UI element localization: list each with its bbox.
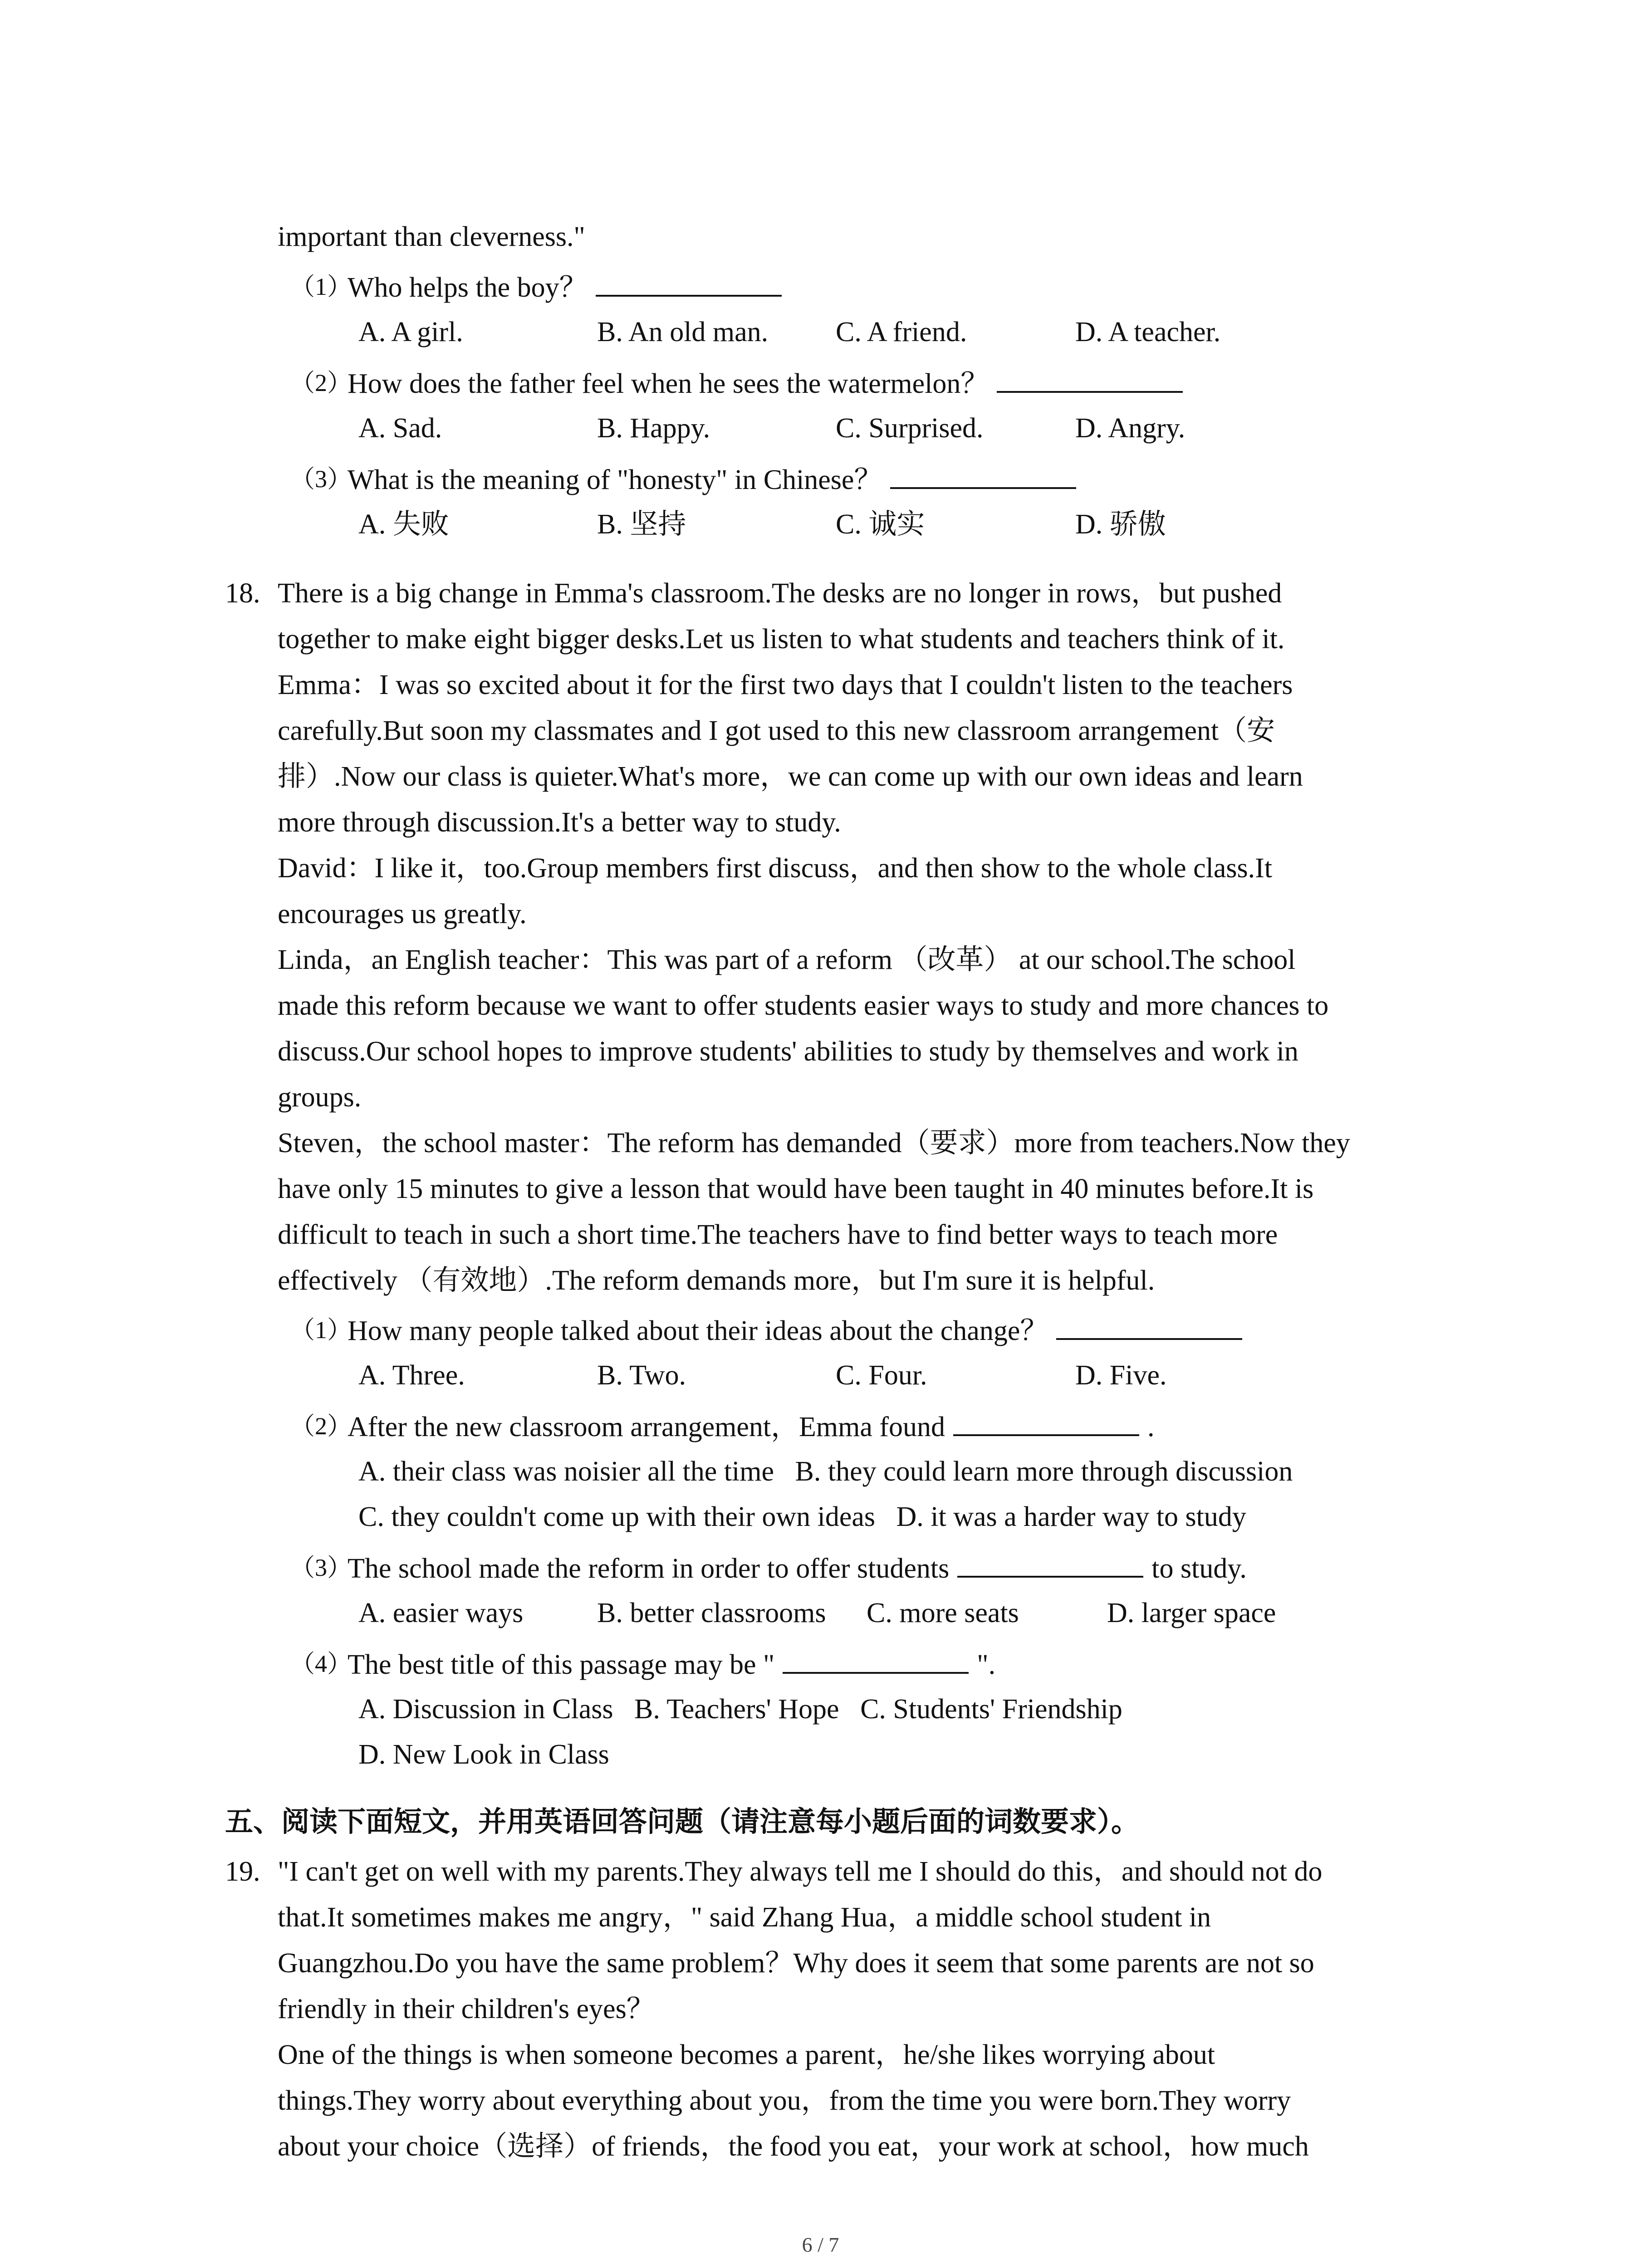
page-number: 6 / 7: [802, 2233, 839, 2256]
q18-sub3-number: （3）: [290, 1554, 352, 1581]
q19-passage-line: that.It sometimes makes me angry，" said Zhang Hua，a middle school student in: [278, 1902, 1211, 1933]
answer-blank[interactable]: [953, 1408, 1139, 1436]
q18-passage-line: made this reform because we want to offer students easier ways to study and more chances to: [278, 990, 1329, 1021]
answer-blank[interactable]: [1056, 1312, 1242, 1340]
q17-sub3-option-c[interactable]: C. 诚实: [836, 509, 925, 540]
q18-passage-line: have only 15 minutes to give a lesson that would have been taught in 40 minutes before.It is: [278, 1173, 1314, 1204]
q19-passage-line: about your choice（选择）of friends，the food you eat，your work at school，how much: [278, 2131, 1309, 2162]
q18-sub4-options-row2[interactable]: D. New Look in Class: [358, 1739, 609, 1770]
q18-passage-line: difficult to teach in such a short time.The teachers have to find better ways to teach more: [278, 1219, 1278, 1250]
q18-sub2-number: （2）: [290, 1413, 352, 1440]
q18-passage-line: Emma：I was so excited about it for the first two days that I couldn't listen to the teachers: [278, 670, 1293, 700]
q18-sub1-number: （1）: [290, 1316, 352, 1344]
q18-sub3-option-d[interactable]: D. larger space: [1107, 1598, 1276, 1628]
q18-sub2-text-end: .: [1147, 1412, 1155, 1442]
q18-sub4-number: （4）: [290, 1650, 352, 1677]
q18-sub4-text: The best title of this passage may be ": [348, 1649, 775, 1680]
q18-number: 18.: [225, 578, 260, 609]
q17-sub3-option-b[interactable]: B. 坚持: [597, 509, 686, 540]
q18-passage-line: encourages us greatly.: [278, 899, 527, 929]
q18-sub4-text-end: ".: [977, 1649, 996, 1680]
answer-blank[interactable]: [890, 461, 1076, 489]
q18-sub2-options-row1[interactable]: A. their class was noisier all the time B. they could learn more through discussion: [358, 1456, 1293, 1487]
q18-passage-line: Steven，the school master：The reform has demanded（要求）more from teachers.Now they: [278, 1128, 1350, 1158]
answer-blank[interactable]: [997, 365, 1183, 393]
q18-passage-line: 排）.Now our class is quieter.What's more，we can come up with our own ideas and learn: [278, 761, 1303, 792]
q18-sub3-text: The school made the reform in order to offer students: [348, 1553, 950, 1584]
q18-sub1-option-d[interactable]: D. Five.: [1075, 1360, 1167, 1391]
q18-sub2-question: [348, 1408, 1155, 1445]
answer-blank[interactable]: [783, 1646, 969, 1674]
q17-sub3-option-d[interactable]: D. 骄傲: [1075, 509, 1166, 540]
q19-passage-line: friendly in their children's eyes？: [278, 1994, 655, 2024]
q18-sub2-options-row2[interactable]: C. they couldn't come up with their own ideas D. it was a harder way to study: [358, 1501, 1246, 1532]
q17-sub1-option-b[interactable]: B. An old man.: [597, 317, 769, 347]
answer-blank[interactable]: [957, 1549, 1143, 1578]
q18-sub1-option-b[interactable]: B. Two.: [597, 1360, 686, 1391]
q17-sub1-option-d[interactable]: D. A teacher.: [1075, 317, 1221, 347]
q18-passage-line: Linda，an English teacher：This was part of a reform （改革） at our school.The school: [278, 944, 1296, 975]
q18-sub1-question: [348, 1312, 1250, 1349]
q19-passage-line: "I can't get on well with my parents.They always tell me I should do this，and should not do: [278, 1856, 1323, 1887]
q17-sub2-question: [348, 365, 1191, 402]
q18-sub3-option-b[interactable]: B. better classrooms: [597, 1598, 826, 1628]
q18-sub2-text: After the new classroom arrangement，Emma found: [348, 1412, 945, 1442]
q19-passage-line: things.They worry about everything about you，from the time you were born.They worry: [278, 2085, 1291, 2116]
q17-sub2-option-c[interactable]: C. Surprised.: [836, 413, 984, 444]
q17-sub1-question: [348, 269, 790, 306]
q18-sub3-option-c[interactable]: C. more seats: [867, 1598, 1019, 1628]
q17-sub2-number: （2）: [290, 369, 352, 396]
q17-sub1-option-c[interactable]: C. A friend.: [836, 317, 967, 347]
q18-passage-line: together to make eight bigger desks.Let us listen to what students and teachers think of it.: [278, 624, 1285, 655]
q17-sub3-question: [348, 461, 1084, 498]
q18-sub3-option-a[interactable]: A. easier ways: [358, 1598, 524, 1628]
q19-number: 19.: [225, 1856, 260, 1887]
q18-sub1-option-a[interactable]: A. Three.: [358, 1360, 465, 1391]
q17-sub3-text: What is the meaning of "honesty" in Chinese？: [348, 464, 882, 495]
q17-sub2-option-a[interactable]: A. Sad.: [358, 413, 442, 444]
q18-sub1-text: How many people talked about their ideas about the change？: [348, 1315, 1048, 1346]
q18-passage-line: discuss.Our school hopes to improve students' abilities to study by themselves and work in: [278, 1036, 1298, 1067]
section-5-heading: 五、阅读下面短文，并用英语回答问题（请注意每小题后面的词数要求）。: [225, 1805, 1140, 1838]
q18-sub4-question: [348, 1646, 995, 1683]
q18-passage-line: effectively （有效地）.The reform demands more，but I'm sure it is helpful.: [278, 1265, 1155, 1296]
q17-passage-tail: important than cleverness.": [278, 221, 585, 252]
answer-blank[interactable]: [596, 269, 782, 297]
q18-sub4-options-row1[interactable]: A. Discussion in Class B. Teachers' Hope C. Students' Friendship: [358, 1694, 1122, 1725]
q17-sub2-option-d[interactable]: D. Angry.: [1075, 413, 1185, 444]
q17-sub2-option-b[interactable]: B. Happy.: [597, 413, 710, 444]
q17-sub1-number: （1）: [290, 273, 352, 300]
q17-sub1-option-a[interactable]: A. A girl.: [358, 317, 463, 347]
q19-passage-line: Guangzhou.Do you have the same problem？Why does it seem that some parents are not so: [278, 1948, 1314, 1979]
q17-sub2-text: How does the father feel when he sees the watermelon？: [348, 368, 989, 399]
q18-sub1-option-c[interactable]: C. Four.: [836, 1360, 927, 1391]
q18-passage-line: carefully.But soon my classmates and I got used to this new classroom arrangement（安: [278, 715, 1275, 746]
q17-sub3-option-a[interactable]: A. 失败: [358, 509, 449, 540]
q18-passage-line: groups.: [278, 1082, 362, 1113]
q18-passage-line: There is a big change in Emma's classroom.The desks are no longer in rows，but pushed: [278, 578, 1282, 609]
q18-sub3-text-end: to study.: [1151, 1553, 1247, 1584]
q17-sub3-number: （3）: [290, 465, 352, 493]
q17-sub1-text: Who helps the boy？: [348, 272, 588, 303]
q18-sub3-question: [348, 1549, 1247, 1587]
q18-passage-line: more through discussion.It's a better way to study.: [278, 807, 841, 838]
q18-passage-line: David：I like it，too.Group members first discuss，and then show to the whole class.It: [278, 853, 1273, 884]
q19-passage-line: One of the things is when someone becomes a parent，he/she likes worrying about: [278, 2039, 1215, 2070]
